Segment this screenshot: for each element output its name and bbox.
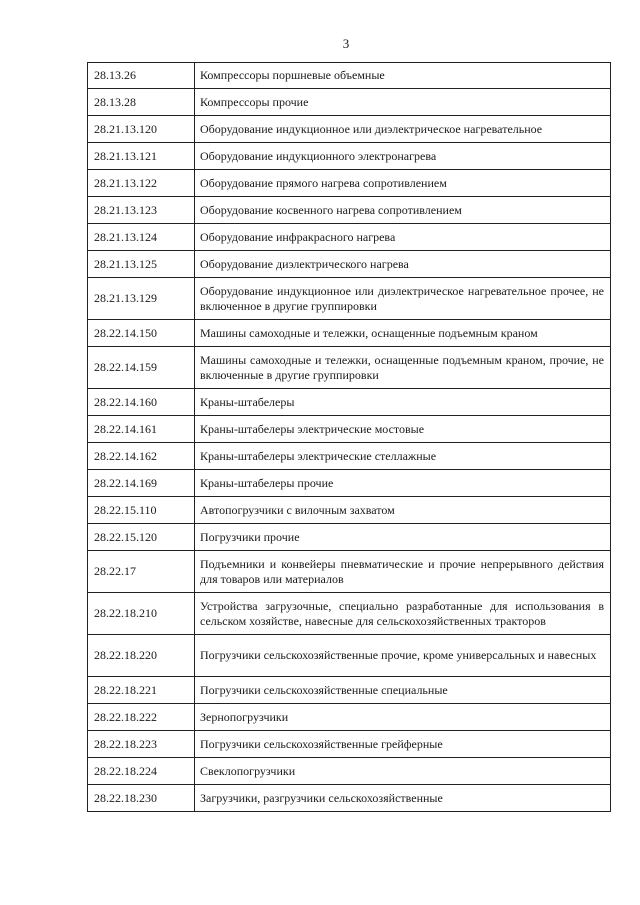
table-row	[88, 443, 611, 470]
row-code: 28.22.18.222	[88, 704, 195, 731]
row-code: 28.22.14.161	[88, 416, 195, 443]
row-name: Подъемники и конвейеры пневматические и прочие непрерывного действия для товаров или материалов	[195, 551, 611, 593]
row-name: Компрессоры прочие	[195, 89, 611, 116]
row-code: 28.22.14.160	[88, 389, 195, 416]
row-code: 28.13.28	[88, 89, 195, 116]
row-code: 28.21.13.122	[88, 170, 195, 197]
row-name: Оборудование инфракрасного нагрева	[195, 224, 611, 251]
row-code: 28.22.14.162	[88, 443, 195, 470]
row-name: Краны-штабелеры электрические мостовые	[195, 416, 611, 443]
table-row	[88, 593, 611, 635]
row-name: Краны-штабелеры электрические стеллажные	[195, 443, 611, 470]
table-row	[88, 389, 611, 416]
table-row	[88, 143, 611, 170]
table-row	[88, 89, 611, 116]
row-code: 28.21.13.129	[88, 278, 195, 320]
classification-table	[87, 62, 611, 812]
page-number: 3	[342, 36, 350, 51]
row-code: 28.22.15.120	[88, 524, 195, 551]
row-name: Оборудование диэлектрического нагрева	[195, 251, 611, 278]
table-row	[88, 63, 611, 89]
table-row	[88, 785, 611, 812]
row-code: 28.21.13.120	[88, 116, 195, 143]
table-row	[88, 731, 611, 758]
row-code: 28.13.26	[88, 63, 195, 89]
table-row	[88, 635, 611, 677]
table-row	[88, 677, 611, 704]
row-code: 28.22.18.220	[88, 635, 195, 677]
row-code: 28.22.17	[88, 551, 195, 593]
row-name: Оборудование прямого нагрева сопротивлением	[195, 170, 611, 197]
table-row	[88, 116, 611, 143]
table-row	[88, 251, 611, 278]
row-code: 28.22.15.110	[88, 497, 195, 524]
table-row	[88, 278, 611, 320]
row-code: 28.22.18.210	[88, 593, 195, 635]
table-row	[88, 551, 611, 593]
table-row	[88, 224, 611, 251]
row-name: Оборудование индукционное или диэлектрическое нагревательное прочее, не включенное в другие группировки	[195, 278, 611, 320]
table-row	[88, 347, 611, 389]
row-code: 28.21.13.123	[88, 197, 195, 224]
row-code: 28.22.14.169	[88, 470, 195, 497]
row-code: 28.22.18.223	[88, 731, 195, 758]
table-row	[88, 170, 611, 197]
row-code: 28.22.18.224	[88, 758, 195, 785]
row-name: Устройства загрузочные, специально разработанные для использования в сельском хозяйстве, навесные для сельскохозяйственных тракторов	[195, 593, 611, 635]
row-name: Свеклопогрузчики	[195, 758, 611, 785]
row-code: 28.22.18.230	[88, 785, 195, 812]
row-code: 28.22.18.221	[88, 677, 195, 704]
row-code: 28.22.14.150	[88, 320, 195, 347]
row-code: 28.21.13.124	[88, 224, 195, 251]
row-name: Краны-штабелеры	[195, 389, 611, 416]
table-row	[88, 704, 611, 731]
table-row	[88, 416, 611, 443]
table-row	[88, 320, 611, 347]
row-name: Зернопогрузчики	[195, 704, 611, 731]
row-name: Погрузчики сельскохозяйственные специальные	[195, 677, 611, 704]
row-name: Погрузчики прочие	[195, 524, 611, 551]
row-name: Погрузчики сельскохозяйственные прочие, кроме универсальных и навесных	[195, 635, 611, 677]
row-name: Загрузчики, разгрузчики сельскохозяйственные	[195, 785, 611, 812]
table-row	[88, 197, 611, 224]
row-name: Оборудование индукционное или диэлектрическое нагревательное	[195, 116, 611, 143]
row-name: Машины самоходные и тележки, оснащенные подъемным краном, прочие, не включенные в другие группировки	[195, 347, 611, 389]
table-row	[88, 470, 611, 497]
table-row	[88, 524, 611, 551]
row-code: 28.21.13.121	[88, 143, 195, 170]
row-code: 28.21.13.125	[88, 251, 195, 278]
table-row	[88, 497, 611, 524]
row-name: Компрессоры поршневые объемные	[195, 63, 611, 89]
row-name: Автопогрузчики с вилочным захватом	[195, 497, 611, 524]
table-body	[88, 63, 611, 812]
row-name: Машины самоходные и тележки, оснащенные подъемным краном	[195, 320, 611, 347]
row-name: Погрузчики сельскохозяйственные грейферные	[195, 731, 611, 758]
row-code: 28.22.14.159	[88, 347, 195, 389]
row-name: Оборудование косвенного нагрева сопротивлением	[195, 197, 611, 224]
row-name: Краны-штабелеры прочие	[195, 470, 611, 497]
table-row	[88, 758, 611, 785]
row-name: Оборудование индукционного электронагрева	[195, 143, 611, 170]
